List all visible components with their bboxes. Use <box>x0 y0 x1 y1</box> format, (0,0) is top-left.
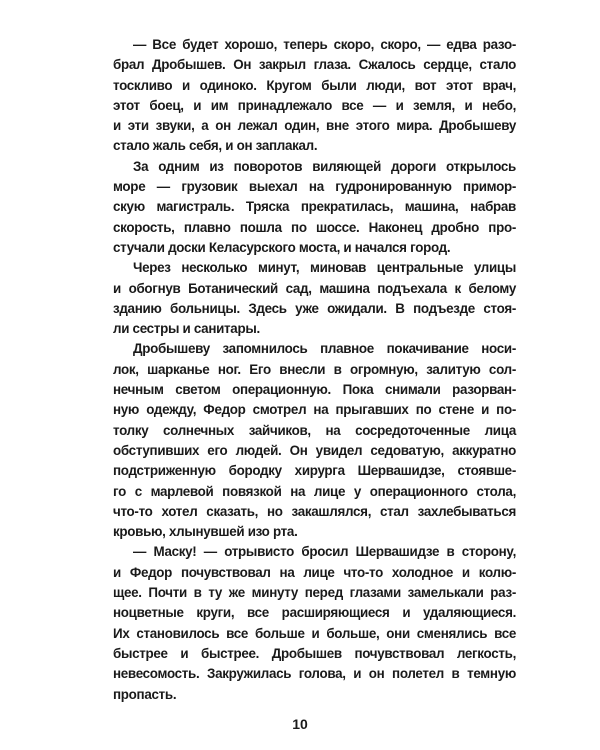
text-line: тоскливо и одиноко. Кругом были люди, вот этот врач, <box>113 77 516 93</box>
text-line: стучали доски Келасурского моста, и начался город. <box>113 239 451 255</box>
text-line: стало жаль себя, и он заплакал. <box>113 138 318 154</box>
text-line: подстриженную бородку хирурга Шервашидзе, стоявше- <box>113 463 516 479</box>
text-line: нечным светом операционную. Пока снимали разорван- <box>113 382 516 398</box>
text-line: — Все будет хорошо, теперь скоро, скоро, — едва разо- <box>133 37 516 52</box>
paragraph <box>113 258 516 339</box>
text-line: ли сестры и санитары. <box>113 321 260 337</box>
text-line: зданию больницы. Здесь уже ожидали. В подъезде стоя- <box>113 300 516 316</box>
text-line: этот боец, и им принадлежало все — и земля, и небо, <box>113 97 516 113</box>
page-body <box>113 35 516 705</box>
text-line: пропасть. <box>113 686 177 702</box>
text-line: За одним из поворотов виляющей дороги открылось <box>133 158 516 174</box>
text-line: щее. Почти в ту же минуту перед глазами замелькали раз- <box>113 585 516 601</box>
text-line: быстрее и быстрее. Дробышев почувствовал легкость, <box>113 645 516 661</box>
paragraph <box>113 35 516 157</box>
text-line: скую магистраль. Тряска прекратилась, машина, набрав <box>113 199 516 215</box>
text-line: море — грузовик выехал на гудронированную примор- <box>113 179 516 195</box>
text-line: ноцветные круги, все расширяющиеся и удаляющиеся. <box>113 605 516 621</box>
text-line: Через несколько минут, миновав центральные улицы <box>133 260 516 276</box>
text-line: и эти звуки, а он лежал один, вне этого мира. Дробышеву <box>113 118 516 134</box>
text-line: го с марлевой повязкой на лице у операционного стола, <box>113 483 516 499</box>
text-line: лок, шарканье ног. Его внесли в огромную, залитую сол- <box>113 361 516 377</box>
text-line: обступивших его людей. Он увидел седоватую, аккуратно <box>113 442 516 458</box>
paragraph <box>113 542 516 704</box>
text-line: — Маску! — отрывисто бросил Шервашидзе в сторону, <box>133 544 516 560</box>
text-line: скорость, плавно пошла по шоссе. Наконец дробно про- <box>113 219 516 235</box>
text-line: что-то хотел сказать, но закашлялся, стал захлебываться <box>113 503 516 519</box>
paragraph <box>113 339 516 542</box>
text-line: Дробышеву запомнилось плавное покачивание носи- <box>133 341 516 357</box>
text-line: невесомость. Закружилась голова, и он полетел в темную <box>113 666 516 682</box>
paragraph <box>113 157 516 258</box>
text-line: ную одежду, Федор смотрел на прыгавших по стене и по- <box>113 402 516 418</box>
text-line: брал Дробышев. Он закрыл глаза. Сжалось сердце, стало <box>113 57 516 73</box>
page-number: 10 <box>292 716 308 732</box>
text-line: кровью, хлынувшей изо рта. <box>113 524 298 540</box>
text-line: Их становилось все больше и больше, они сменялись все <box>113 625 516 641</box>
text-line: толку солнечных зайчиков, на сосредоточенные лица <box>113 422 516 438</box>
text-line: и обогнув Ботанический сад, машина подъехала к белому <box>113 280 516 296</box>
text-line: и Федор почувствовал на лице что-то холодное и колю- <box>113 564 516 580</box>
